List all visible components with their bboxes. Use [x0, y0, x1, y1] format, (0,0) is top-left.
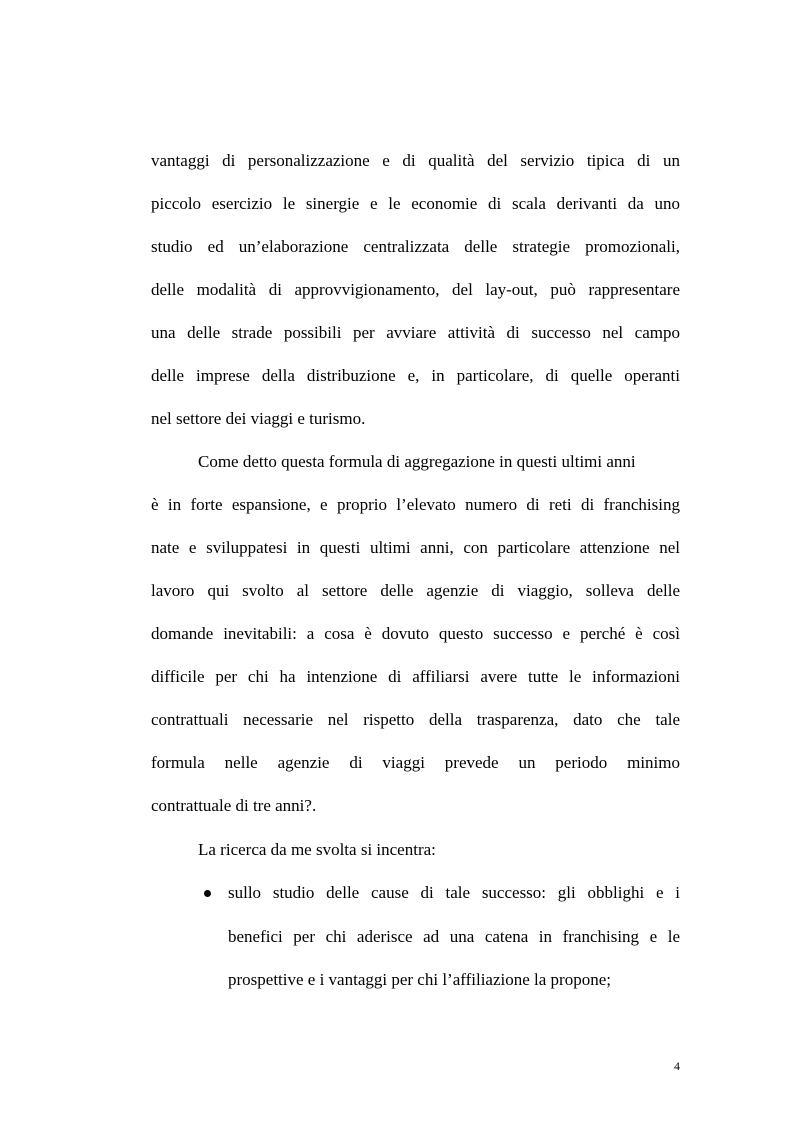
- paragraph-line: delle imprese della distribuzione e, in particolare, di quelle operanti: [151, 366, 680, 385]
- paragraph-line: nate e sviluppatesi in questi ultimi anni, con particolare attenzione nel: [151, 538, 680, 557]
- paragraph-line: delle modalità di approvvigionamento, del lay-out, può rappresentare: [151, 280, 680, 299]
- paragraph-line: una delle strade possibili per avviare attività di successo nel campo: [151, 323, 680, 342]
- paragraph-line: contrattuali necessarie nel rispetto della trasparenza, dato che tale: [151, 710, 680, 729]
- paragraph-line: è in forte espansione, e proprio l’elevato numero di reti di franchising: [151, 495, 680, 514]
- paragraph-line: lavoro qui svolto al settore delle agenzie di viaggio, solleva delle: [151, 581, 680, 600]
- bullet-icon: [204, 890, 211, 897]
- paragraph-line: difficile per chi ha intenzione di affiliarsi avere tutte le informazioni: [151, 667, 680, 686]
- paragraph-line: nel settore dei viaggi e turismo.: [151, 409, 366, 428]
- paragraph-line: contrattuale di tre anni?.: [151, 796, 317, 815]
- paragraph-line: piccolo esercizio le sinergie e le economie di scala derivanti da uno: [151, 194, 680, 213]
- paragraph-first-line: Come detto questa formula di aggregazione in questi ultimi anni: [198, 452, 636, 471]
- paragraph-line: formula nelle agenzie di viaggi prevede un periodo minimo: [151, 753, 680, 772]
- list-intro: La ricerca da me svolta si incentra:: [198, 840, 436, 859]
- paragraph-line: domande inevitabili: a cosa è dovuto questo successo e perché è così: [151, 624, 680, 643]
- list-item-line: prospettive e i vantaggi per chi l’affiliazione la propone;: [228, 970, 611, 989]
- page-number: 4: [674, 1059, 680, 1073]
- list-item-line: benefici per chi aderisce ad una catena in franchising e le: [228, 927, 680, 946]
- paragraph-line: vantaggi di personalizzazione e di qualità del servizio tipica di un: [151, 151, 680, 170]
- paragraph-line: studio ed un’elaborazione centralizzata delle strategie promozionali,: [151, 237, 680, 256]
- list-item-line: sullo studio delle cause di tale successo: gli obblighi e i: [228, 883, 680, 902]
